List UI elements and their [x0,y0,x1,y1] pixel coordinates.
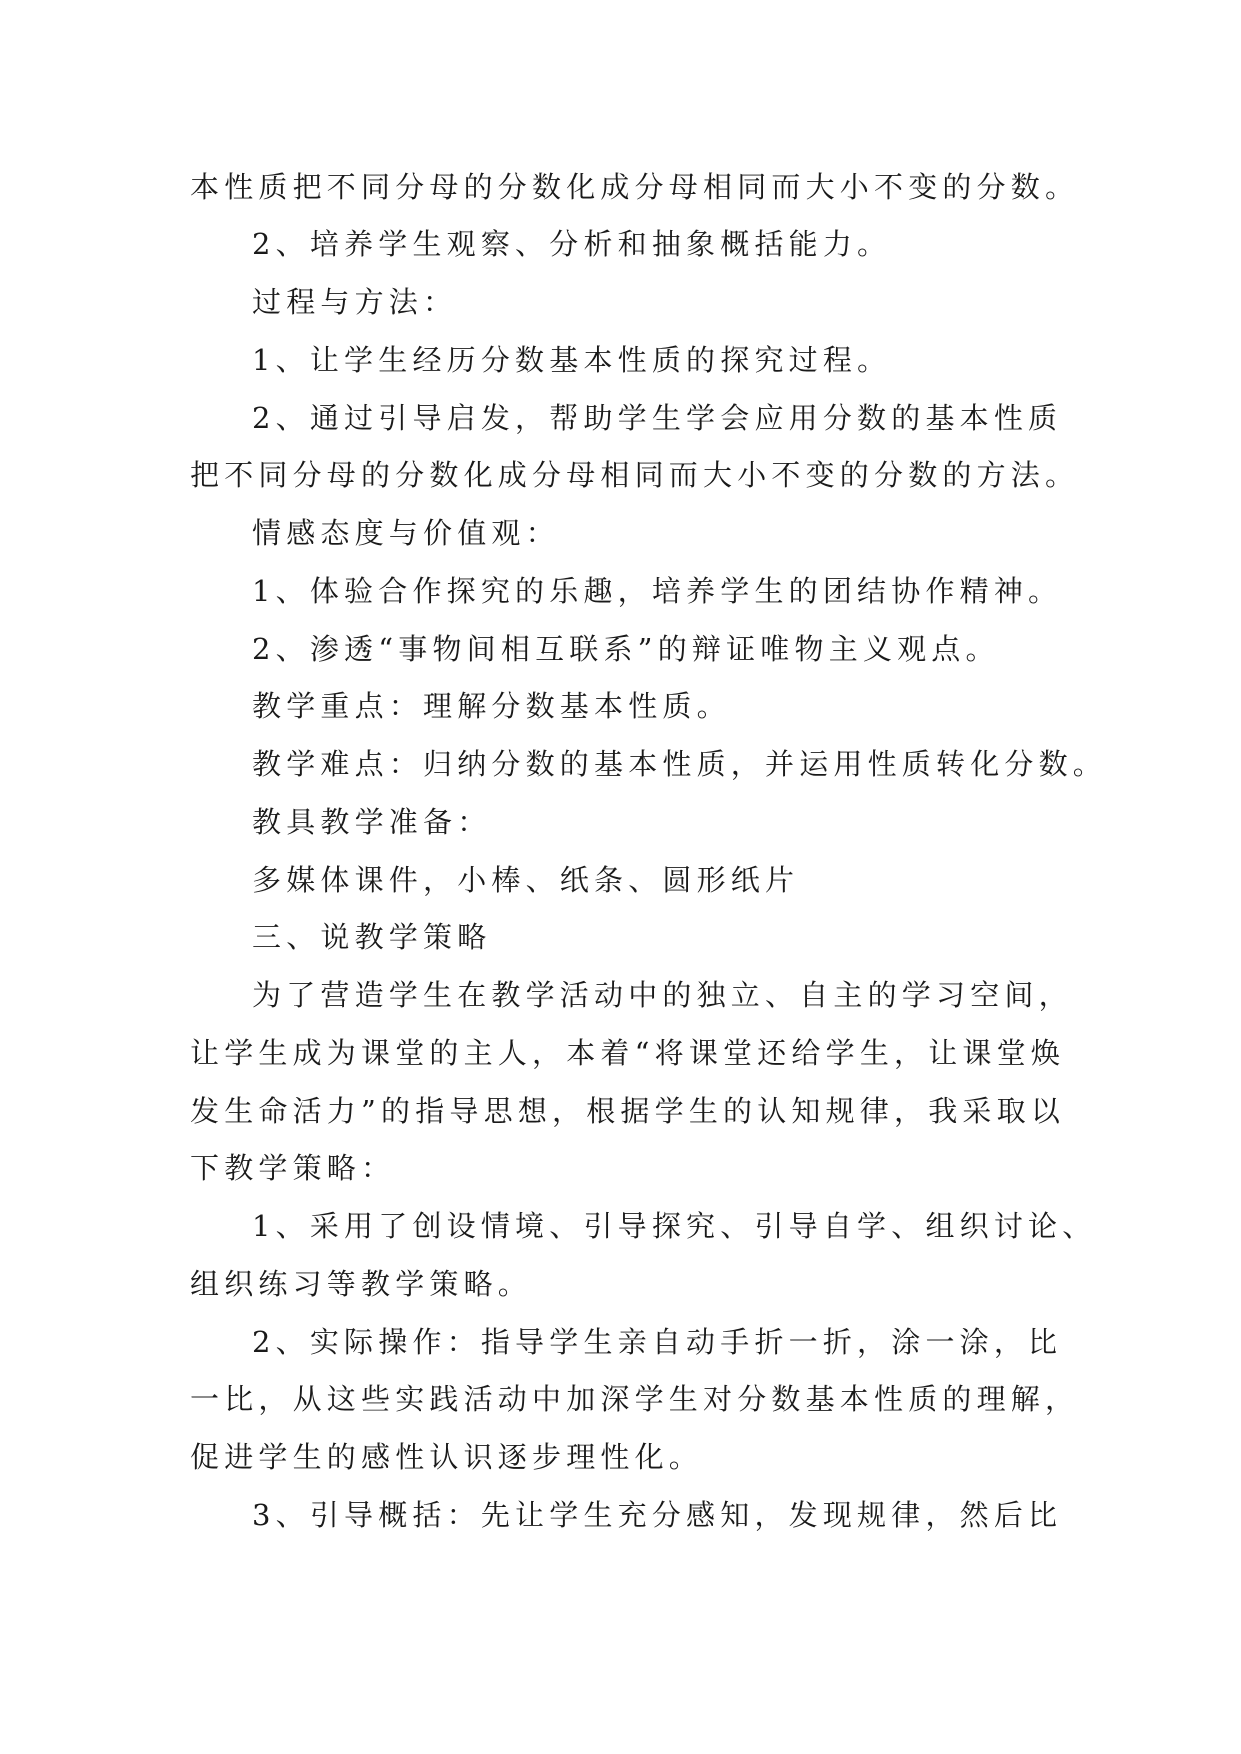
text-line: 把不同分母的分数化成分母相同而大小不变的分数的方法。 [190,458,1080,492]
text-line: 2、实际操作：指导学生亲自动手折一折，涂一涂，比 [252,1325,1063,1359]
text-line: 教具教学准备： [252,805,492,839]
text-line: 3、引导概括：先让学生充分感知，发现规律，然后比 [252,1498,1063,1532]
text-line: 情感态度与价值观： [252,516,560,550]
text-line: 让学生成为课堂的主人，本着“将课堂还给学生，让课堂焕 [190,1036,1066,1070]
text-line: 2、通过引导启发，帮助学生学会应用分数的基本性质 [252,401,1063,435]
text-line: 2、培养学生观察、分析和抽象概括能力。 [252,227,892,261]
text-line: 促进学生的感性认识逐步理性化。 [190,1440,704,1474]
text-line: 三、说教学策略 [252,920,492,954]
text-line: 教学重点：理解分数基本性质。 [252,689,731,723]
text-line: 下教学策略： [190,1151,396,1185]
text-line: 1、让学生经历分数基本性质的探究过程。 [252,343,892,377]
text-line: 多媒体课件，小棒、纸条、圆形纸片 [252,863,800,897]
text-line: 本性质把不同分母的分数化成分母相同而大小不变的分数。 [190,170,1080,204]
text-line: 1、采用了创设情境、引导探究、引导自学、组织讨论、 [252,1209,1097,1243]
text-line: 1、体验合作探究的乐趣，培养学生的团结协作精神。 [252,574,1063,608]
text-line: 组织练习等教学策略。 [190,1267,533,1301]
text-line: 教学难点：归纳分数的基本性质，并运用性质转化分数。 [252,747,1108,781]
text-line: 为了营造学生在教学活动中的独立、自主的学习空间， [252,978,1073,1012]
text-line: 过程与方法： [252,285,458,319]
text-line: 2、渗透“事物间相互联系”的辩证唯物主义观点。 [252,632,1000,666]
text-line: 发生命活力”的指导思想，根据学生的认知规律，我采取以 [190,1094,1066,1128]
text-line: 一比，从这些实践活动中加深学生对分数基本性质的理解， [190,1382,1080,1416]
